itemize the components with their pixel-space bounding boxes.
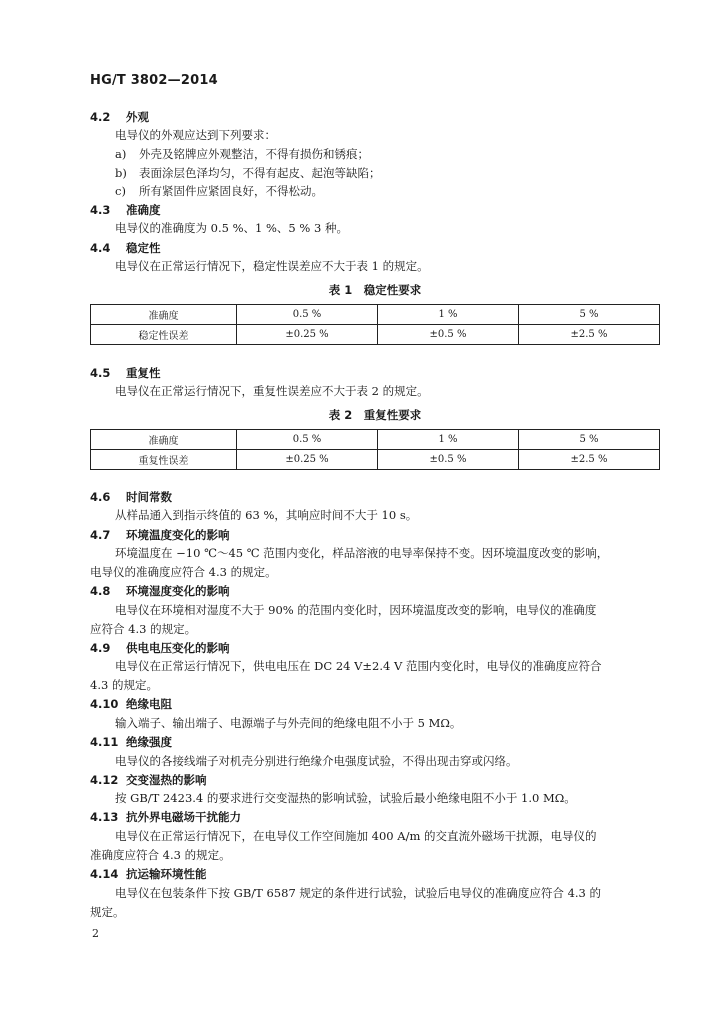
section-title: 环境温度变化的影响 (126, 528, 230, 542)
list-label: b) (115, 166, 127, 180)
section-title: 交变湿热的影响 (126, 773, 207, 787)
list-text: 所有紧固件应紧固良好，不得松动。 (139, 184, 323, 198)
table-cell: ±2.5 % (519, 450, 660, 470)
section-heading-4-8 (90, 584, 230, 598)
table-cell: 稳定性误差 (91, 325, 237, 345)
section-number: 4.12 (90, 773, 119, 787)
section-number: 4.10 (90, 697, 119, 711)
section-number: 4.9 (90, 641, 111, 655)
section-title: 绝缘电阻 (126, 697, 172, 711)
paragraph-line: 规定。 (90, 905, 125, 919)
section-title: 供电电压变化的影响 (126, 641, 230, 655)
section-title: 时间常数 (126, 490, 172, 504)
list-item (115, 184, 323, 199)
section-heading-4-14 (90, 867, 207, 881)
table-cell: 1 % (378, 430, 519, 450)
section-heading-4-11 (90, 735, 172, 749)
section-number: 4.2 (90, 110, 111, 124)
list-text: 表面涂层色泽均匀，不得有起皮、起泡等缺陷； (139, 166, 381, 180)
paragraph-line: 电导仪在环境相对湿度不大于 90% 的范围内变化时，因环境温度改变的影响，电导仪的准确度 (115, 603, 597, 617)
paragraph: 输入端子、输出端子、电源端子与外壳间的绝缘电阻不小于 5 MΩ。 (115, 716, 462, 730)
section-heading-4-3 (90, 203, 161, 217)
list-label: c) (115, 184, 126, 198)
table-2-repeatability (90, 429, 660, 470)
table-row (91, 430, 660, 450)
section-heading-4-5 (90, 366, 161, 380)
section-heading-4-2 (90, 110, 149, 124)
section-title: 外观 (126, 110, 149, 124)
list-text: 外壳及铭牌应外观整洁，不得有损伤和锈痕； (139, 147, 369, 161)
paragraph: 电导仪的准确度为 0.5 %、1 %、5 % 3 种。 (115, 221, 348, 235)
section-heading-4-13 (90, 810, 241, 824)
table-cell: ±0.5 % (378, 325, 519, 345)
section-number: 4.6 (90, 490, 111, 504)
table-cell: ±0.25 % (237, 325, 378, 345)
paragraph-line: 环境温度在 −10 ℃～45 ℃ 范围内变化，样品溶液的电导率保持不变。因环境温度改变的影响， (115, 546, 609, 560)
paragraph-line: 电导仪在正常运行情况下，供电电压在 DC 24 V±2.4 V 范围内变化时，电导仪的准确度应符合 (115, 659, 602, 673)
section-number: 4.7 (90, 528, 111, 542)
section-heading-4-4 (90, 241, 161, 255)
table-row (91, 325, 660, 345)
table-cell: ±2.5 % (519, 325, 660, 345)
paragraph-line: 电导仪的准确度应符合 4.3 的规定。 (90, 565, 277, 579)
table-cell: ±0.25 % (237, 450, 378, 470)
section-heading-4-10 (90, 697, 172, 711)
table-row (91, 305, 660, 325)
section-title: 环境湿度变化的影响 (126, 584, 230, 598)
table-cell: 0.5 % (237, 430, 378, 450)
section-heading-4-7 (90, 528, 230, 542)
section-number: 4.3 (90, 203, 111, 217)
paragraph: 电导仪在正常运行情况下，重复性误差应不大于表 2 的规定。 (115, 384, 429, 398)
table-cell: 1 % (378, 305, 519, 325)
section-number: 4.11 (90, 735, 119, 749)
table-cell: 0.5 % (237, 305, 378, 325)
section-title: 抗外界电磁场干扰能力 (126, 810, 241, 824)
paragraph-line: 电导仪在正常运行情况下，在电导仪工作空间施加 400 A/m 的交直流外磁场干扰源，电导仪的 (115, 829, 597, 843)
section-title: 稳定性 (126, 241, 161, 255)
paragraph: 电导仪在正常运行情况下，稳定性误差应不大于表 1 的规定。 (115, 259, 429, 273)
section-number: 4.14 (90, 867, 119, 881)
page-number: 2 (92, 927, 99, 940)
table-cell: 准确度 (91, 430, 237, 450)
section-title: 重复性 (126, 366, 161, 380)
paragraph-line: 应符合 4.3 的规定。 (90, 622, 197, 636)
table-cell: 5 % (519, 305, 660, 325)
section-heading-4-6 (90, 490, 172, 504)
list-label: a) (115, 147, 127, 161)
section-number: 4.5 (90, 366, 111, 380)
table-cell: 准确度 (91, 305, 237, 325)
table-cell: ±0.5 % (378, 450, 519, 470)
table-2-caption: 表 2 重复性要求 (328, 408, 422, 422)
section-title: 绝缘强度 (126, 735, 172, 749)
table-cell: 5 % (519, 430, 660, 450)
paragraph-line: 准确度应符合 4.3 的规定。 (90, 848, 231, 862)
paragraph: 电导仪的各接线端子对机壳分别进行绝缘介电强度试验，不得出现击穿或闪络。 (115, 754, 518, 768)
section-heading-4-12 (90, 773, 207, 787)
paragraph-line: 4.3 的规定。 (90, 678, 158, 692)
section-title: 抗运输环境性能 (126, 867, 207, 881)
section-title: 准确度 (126, 203, 161, 217)
paragraph: 电导仪的外观应达到下列要求： (115, 128, 276, 142)
paragraph: 从样品通入到指示终值的 63 %，其响应时间不大于 10 s。 (115, 508, 418, 522)
table-cell: 重复性误差 (91, 450, 237, 470)
table-row (91, 450, 660, 470)
paragraph: 按 GB/T 2423.4 的要求进行交变湿热的影响试验，试验后最小绝缘电阻不小于 1.0 MΩ。 (115, 791, 576, 805)
section-number: 4.4 (90, 241, 111, 255)
section-heading-4-9 (90, 641, 230, 655)
section-number: 4.13 (90, 810, 119, 824)
list-item (115, 147, 369, 162)
paragraph-line: 电导仪在包装条件下按 GB/T 6587 规定的条件进行试验，试验后电导仪的准确度应符合 4.3 的 (115, 886, 602, 900)
table-1-caption: 表 1 稳定性要求 (328, 283, 422, 297)
list-item (115, 166, 381, 181)
standard-code: HG/T 3802—2014 (90, 73, 218, 88)
table-1-stability (90, 304, 660, 345)
section-number: 4.8 (90, 584, 111, 598)
